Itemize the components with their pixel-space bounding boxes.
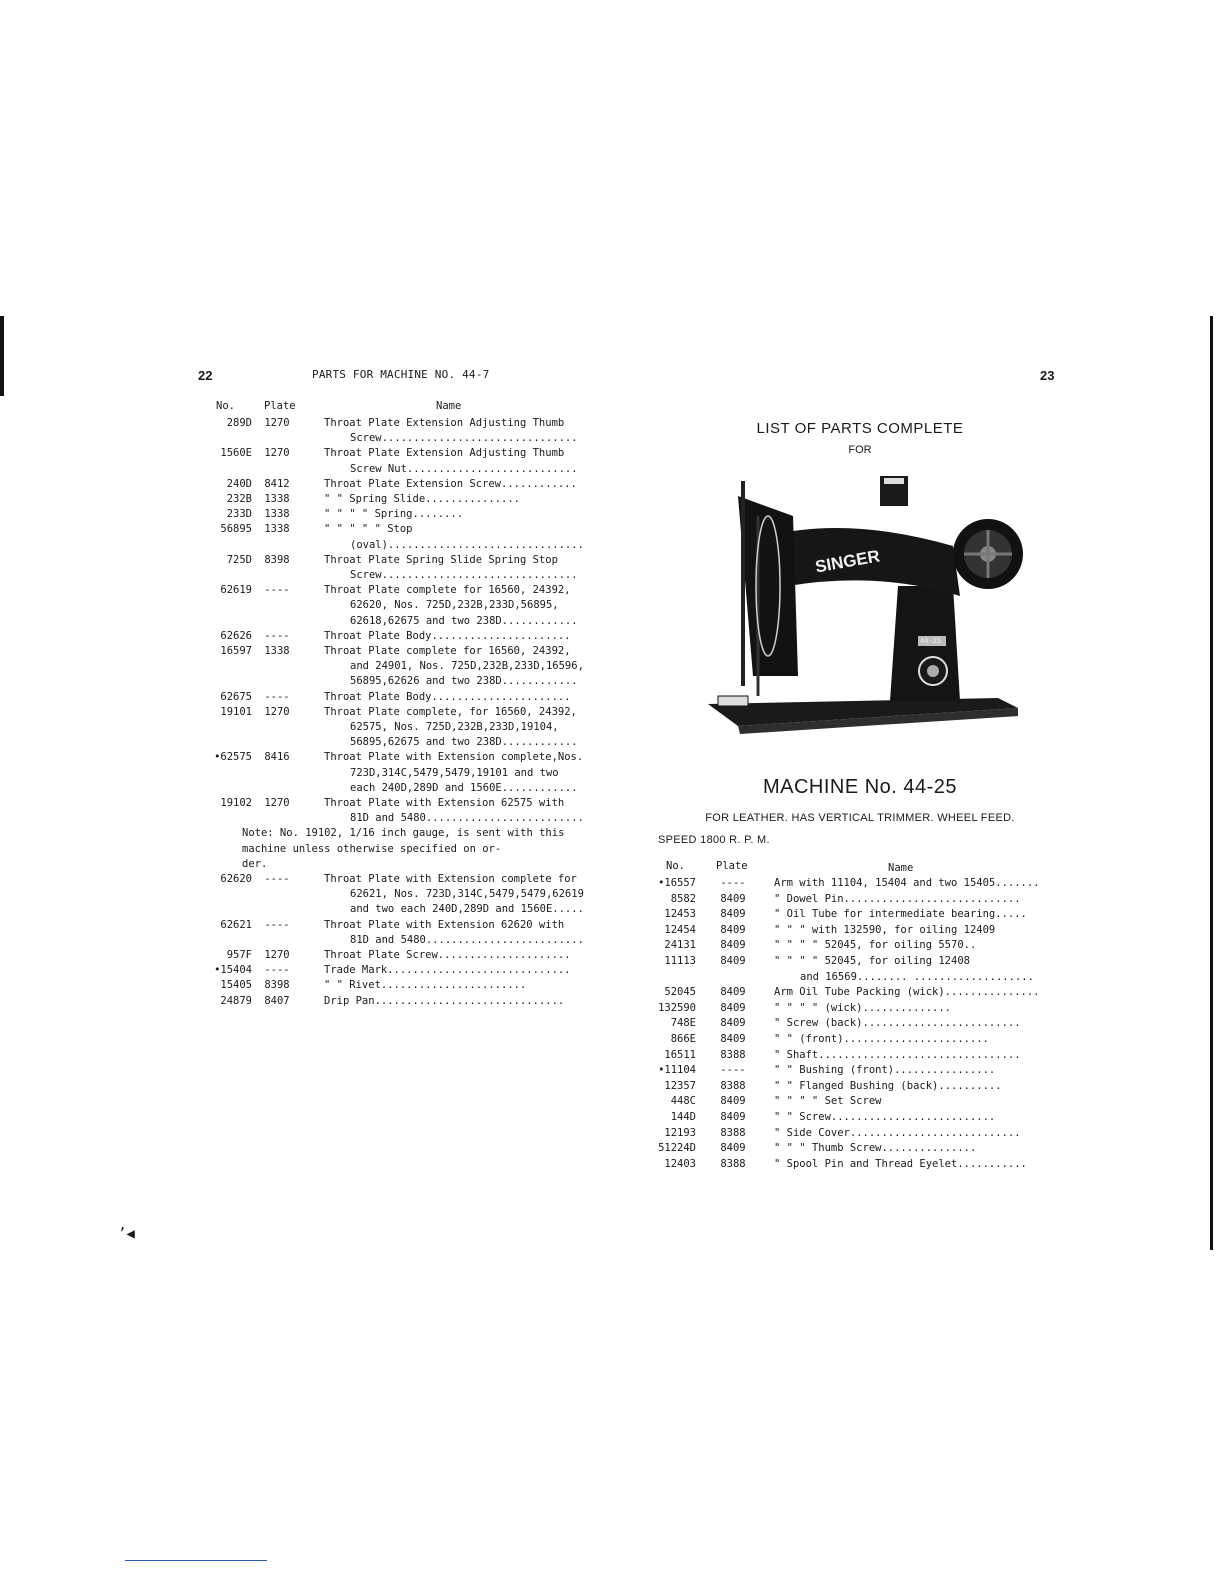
- part-name: Throat Plate Extension Adjusting Thumb: [324, 447, 565, 460]
- table-row: [190, 919, 610, 934]
- table-row: [650, 939, 1070, 954]
- part-number: 62619: [220, 584, 252, 597]
- plate-number: 8409: [720, 908, 746, 921]
- table-row: [650, 1095, 1070, 1110]
- plate-number: ----: [264, 629, 290, 642]
- plate-number: ----: [264, 690, 290, 703]
- part-name: Trade Mark.............................: [324, 964, 571, 977]
- list-title: LIST OF PARTS COMPLETE: [756, 420, 964, 437]
- part-number: 62675: [220, 690, 252, 703]
- part-number: 132590: [658, 1001, 696, 1014]
- machine-title: MACHINE No. 44-25: [762, 776, 958, 798]
- note-text: Note: No. 19102, 1/16 inch gauge, is sent with this: [242, 827, 565, 840]
- plate-number: 8407: [264, 994, 290, 1007]
- table-row: [190, 630, 610, 645]
- part-name: " " " " " Stop: [324, 523, 413, 536]
- part-number: 448C: [670, 1095, 696, 1108]
- brand-logo: SINGER: [813, 546, 882, 577]
- list-title-for: FOR: [848, 444, 872, 456]
- table-row: [190, 995, 610, 1010]
- table-row-continuation: [190, 858, 610, 873]
- table-row-continuation: [190, 888, 610, 903]
- part-name: Throat Plate with Extension 62620 with: [324, 918, 565, 931]
- plate-number: 1270: [264, 797, 290, 809]
- part-number: 11113: [664, 955, 696, 967]
- plate-number: 8416: [264, 751, 290, 764]
- plate-number: 8398: [264, 979, 290, 992]
- table-row: [650, 1158, 1070, 1173]
- table-row-continuation: [190, 432, 610, 447]
- part-name: " " " " Set Screw: [774, 1095, 882, 1108]
- part-name: " " Spring Slide...............: [324, 493, 520, 505]
- plate-number: 1270: [264, 949, 290, 961]
- part-name: " " " Thumb Screw...............: [774, 1142, 977, 1155]
- table-row: [650, 924, 1070, 939]
- part-name: " " " " (wick)..............: [774, 1001, 952, 1014]
- part-number: 289D: [226, 417, 252, 429]
- plate-number: 8412: [264, 477, 290, 490]
- table-row: [650, 971, 1070, 986]
- left-header-no: No.: [216, 400, 235, 412]
- table-row: [650, 1142, 1070, 1157]
- part-name: " " Rivet.......................: [324, 979, 527, 992]
- table-row-continuation: [190, 903, 610, 918]
- plate-number: 8388: [720, 1126, 746, 1139]
- part-name: " Side Cover...........................: [774, 1126, 1021, 1139]
- plate-number: 8409: [720, 1033, 746, 1045]
- right-page-number: 23: [1040, 368, 1055, 383]
- part-name-continuation: Screw Nut...........................: [350, 462, 578, 475]
- part-name-continuation: 56895,62675 and two 238D............: [350, 736, 578, 749]
- part-name: " " " " 52045, for oiling 5570..: [774, 939, 977, 952]
- plate-number: 1338: [264, 493, 290, 505]
- table-row: [190, 645, 610, 660]
- table-row: [190, 478, 610, 493]
- part-number: •62575: [214, 751, 252, 764]
- plate-number: 8409: [720, 923, 746, 936]
- table-row: [190, 508, 610, 523]
- table-row: [190, 979, 610, 994]
- part-name: " " " with 132590, for oiling 12409: [774, 923, 996, 936]
- part-name: Arm Oil Tube Packing (wick)...............: [774, 986, 1040, 999]
- part-name: Throat Plate Spring Slide Spring Stop: [324, 553, 558, 566]
- plate-number: 8409: [720, 1095, 746, 1108]
- part-name: " " Screw..........................: [774, 1111, 996, 1123]
- part-number: 12357: [664, 1079, 696, 1092]
- part-number: 748E: [670, 1017, 696, 1030]
- plate-number: 8409: [720, 986, 746, 999]
- part-number: 12453: [664, 908, 696, 921]
- plate-number: ----: [720, 1064, 746, 1077]
- table-row: [190, 873, 610, 888]
- table-row: [190, 554, 610, 569]
- part-number: 16597: [220, 645, 252, 657]
- plate-number: ----: [720, 877, 746, 889]
- part-name: " " " " Spring........: [324, 508, 464, 521]
- book-spread: [0, 316, 1224, 1250]
- part-name-continuation: Screw...............................: [350, 569, 578, 581]
- table-row-continuation: [190, 934, 610, 949]
- table-row: [650, 877, 1070, 892]
- table-row: [190, 949, 610, 964]
- part-number: 866E: [670, 1033, 696, 1045]
- table-row: [650, 986, 1070, 1001]
- part-name: " " Flanged Bushing (back)..........: [774, 1079, 1002, 1092]
- table-row-continuation: [190, 660, 610, 675]
- table-row: [650, 955, 1070, 970]
- plate-number: 8409: [720, 1001, 746, 1014]
- table-row-continuation: [190, 569, 610, 584]
- table-row-continuation: [190, 782, 610, 797]
- model-badge: 44-25: [920, 637, 942, 645]
- sewing-machine-icon: [698, 476, 1028, 751]
- part-name-continuation: 62575, Nos. 725D,232B,233D,19104,: [350, 721, 559, 733]
- left-page: [190, 316, 610, 1250]
- footer-link-line: [125, 1560, 267, 1561]
- table-row: [650, 1064, 1070, 1079]
- plate-number: 8388: [720, 1079, 746, 1092]
- table-row-continuation: [190, 675, 610, 690]
- part-name: Throat Plate Body......................: [324, 629, 571, 642]
- part-number: 725D: [226, 553, 252, 566]
- part-name: " Dowel Pin............................: [774, 892, 1021, 905]
- table-row-continuation: [190, 736, 610, 751]
- part-name-continuation: (oval)...............................: [350, 538, 584, 551]
- part-number: •16557: [658, 877, 696, 889]
- part-name: Throat Plate Extension Adjusting Thumb: [324, 417, 565, 429]
- part-name-continuation: and two each 240D,289D and 1560E.....: [350, 903, 584, 916]
- table-row: [650, 1111, 1070, 1126]
- table-row: [650, 908, 1070, 923]
- table-row: [190, 417, 610, 432]
- table-row: [650, 1033, 1070, 1048]
- table-row: [650, 1080, 1070, 1095]
- table-row-continuation: [190, 767, 610, 782]
- plate-number: 1270: [264, 447, 290, 460]
- left-page-number: 22: [198, 368, 213, 383]
- part-name: Throat Plate complete for 16560, 24392,: [324, 584, 571, 597]
- table-row: [190, 523, 610, 538]
- part-number: 12193: [664, 1126, 696, 1139]
- right-header-name: Name: [888, 862, 914, 874]
- plate-number: 1338: [264, 523, 290, 536]
- table-row: [190, 493, 610, 508]
- table-row-continuation: [190, 721, 610, 736]
- table-row-continuation: [190, 812, 610, 827]
- plate-number: ----: [264, 873, 290, 885]
- table-row: [190, 827, 610, 842]
- plate-number: 8388: [720, 1157, 746, 1170]
- table-row: [190, 584, 610, 599]
- part-name: " Oil Tube for intermediate bearing.....: [774, 908, 1027, 921]
- part-number: 24879: [220, 994, 252, 1007]
- plate-number: 8409: [720, 1142, 746, 1155]
- part-name-continuation: 81D and 5480.........................: [350, 812, 584, 825]
- part-name: Throat Plate with Extension 62575 with: [324, 797, 565, 809]
- table-row-continuation: [190, 615, 610, 630]
- plate-number: 8409: [720, 955, 746, 967]
- part-number: 51224D: [658, 1142, 696, 1155]
- right-header-plate: Plate: [716, 860, 748, 872]
- plate-number: 8409: [720, 1111, 746, 1123]
- part-name: " Screw (back).........................: [774, 1017, 1021, 1030]
- part-name: " " " " 52045, for oiling 12408: [774, 955, 970, 967]
- part-name-continuation: 62618,62675 and two 238D............: [350, 614, 578, 627]
- table-row: [650, 1002, 1070, 1017]
- table-row-continuation: [190, 539, 610, 554]
- part-name: " " (front).......................: [774, 1033, 989, 1045]
- part-name-continuation: machine unless otherwise specified on or-: [242, 842, 502, 855]
- running-head: PARTS FOR MACHINE NO. 44-7: [312, 368, 490, 381]
- part-name-continuation: der.: [242, 857, 268, 870]
- part-number: 16511: [664, 1048, 696, 1061]
- table-row: [190, 797, 610, 812]
- part-number: 15405: [220, 979, 252, 992]
- part-number: 24131: [664, 939, 696, 952]
- table-row: [190, 691, 610, 706]
- table-row: [190, 447, 610, 462]
- part-name: Throat Plate Body......................: [324, 690, 571, 703]
- plate-number: ----: [264, 918, 290, 931]
- plate-number: 8409: [720, 1017, 746, 1030]
- part-name-continuation: 723D,314C,5479,5479,19101 and two: [350, 766, 559, 779]
- plate-number: ----: [264, 584, 290, 597]
- part-name: Throat Plate Screw.....................: [324, 949, 571, 961]
- right-header-no: No.: [666, 860, 685, 872]
- part-name: Throat Plate Extension Screw............: [324, 477, 577, 490]
- part-number: •15404: [214, 964, 252, 977]
- part-name-continuation: 62620, Nos. 725D,232B,233D,56895,: [350, 599, 559, 612]
- part-name-continuation: each 240D,289D and 1560E............: [350, 781, 578, 794]
- plate-number: ----: [264, 964, 290, 977]
- plate-number: 8409: [720, 939, 746, 952]
- part-name-continuation: and 24901, Nos. 725D,232B,233D,16596,: [350, 660, 584, 673]
- right-page: [650, 316, 1070, 1250]
- part-number: 56895: [220, 523, 252, 536]
- part-name: " Shaft................................: [774, 1048, 1021, 1061]
- table-row-continuation: [190, 843, 610, 858]
- table-row: [190, 751, 610, 766]
- part-number: 8582: [670, 892, 696, 905]
- table-row: [650, 1127, 1070, 1142]
- table-row: [650, 893, 1070, 908]
- part-name-continuation: 56895,62626 and two 238D............: [350, 675, 578, 688]
- plate-number: 1270: [264, 705, 290, 718]
- part-number: 19101: [220, 705, 252, 718]
- part-number: 62626: [220, 629, 252, 642]
- table-row: [190, 964, 610, 979]
- plate-number: 1270: [264, 417, 290, 429]
- part-number: 233D: [226, 508, 252, 521]
- part-number: 52045: [664, 986, 696, 999]
- table-row: [650, 1049, 1070, 1064]
- table-row: [650, 1017, 1070, 1032]
- part-number: 62621: [220, 918, 252, 931]
- part-name: " " Bushing (front)................: [774, 1064, 996, 1077]
- part-name: Throat Plate with Extension complete for: [324, 873, 577, 885]
- plate-number: 8409: [720, 892, 746, 905]
- plate-number: 8388: [720, 1048, 746, 1061]
- part-name-continuation: and 16569........ ...................: [800, 970, 1034, 983]
- part-name: Drip Pan..............................: [324, 994, 565, 1007]
- part-number: 62620: [220, 873, 252, 885]
- plate-number: 8398: [264, 553, 290, 566]
- table-row: [190, 706, 610, 721]
- part-number: 240D: [226, 477, 252, 490]
- machine-speed: SPEED 1800 R. P. M.: [658, 834, 770, 846]
- part-number: 19102: [220, 797, 252, 809]
- machine-description: FOR LEATHER. HAS VERTICAL TRIMMER. WHEEL FEED.: [705, 812, 1015, 824]
- stray-mark: ’◀: [118, 1226, 135, 1242]
- part-name: Throat Plate complete, for 16560, 24392,: [324, 705, 577, 718]
- part-name: Throat Plate complete for 16560, 24392,: [324, 645, 571, 657]
- plate-number: 1338: [264, 508, 290, 521]
- part-name-continuation: 62621, Nos. 723D,314C,5479,5479,62619: [350, 888, 584, 901]
- left-header-plate: Plate: [264, 400, 296, 412]
- part-number: 957F: [226, 949, 252, 961]
- part-number: 12454: [664, 923, 696, 936]
- part-name: Arm with 11104, 15404 and two 15405.......: [774, 877, 1040, 889]
- part-number: 232B: [226, 493, 252, 505]
- part-number: 12403: [664, 1157, 696, 1170]
- part-number: •11104: [658, 1064, 696, 1077]
- table-row-continuation: [190, 599, 610, 614]
- part-name-continuation: 81D and 5480.........................: [350, 933, 584, 946]
- part-number: 1560E: [220, 447, 252, 460]
- part-name: Throat Plate with Extension complete,Nos.: [324, 751, 584, 764]
- plate-number: 1338: [264, 645, 290, 657]
- left-header-name: Name: [436, 400, 462, 412]
- part-number: 144D: [670, 1111, 696, 1123]
- part-name-continuation: Screw...............................: [350, 432, 578, 445]
- part-name: " Spool Pin and Thread Eyelet...........: [774, 1157, 1027, 1170]
- table-row-continuation: [190, 463, 610, 478]
